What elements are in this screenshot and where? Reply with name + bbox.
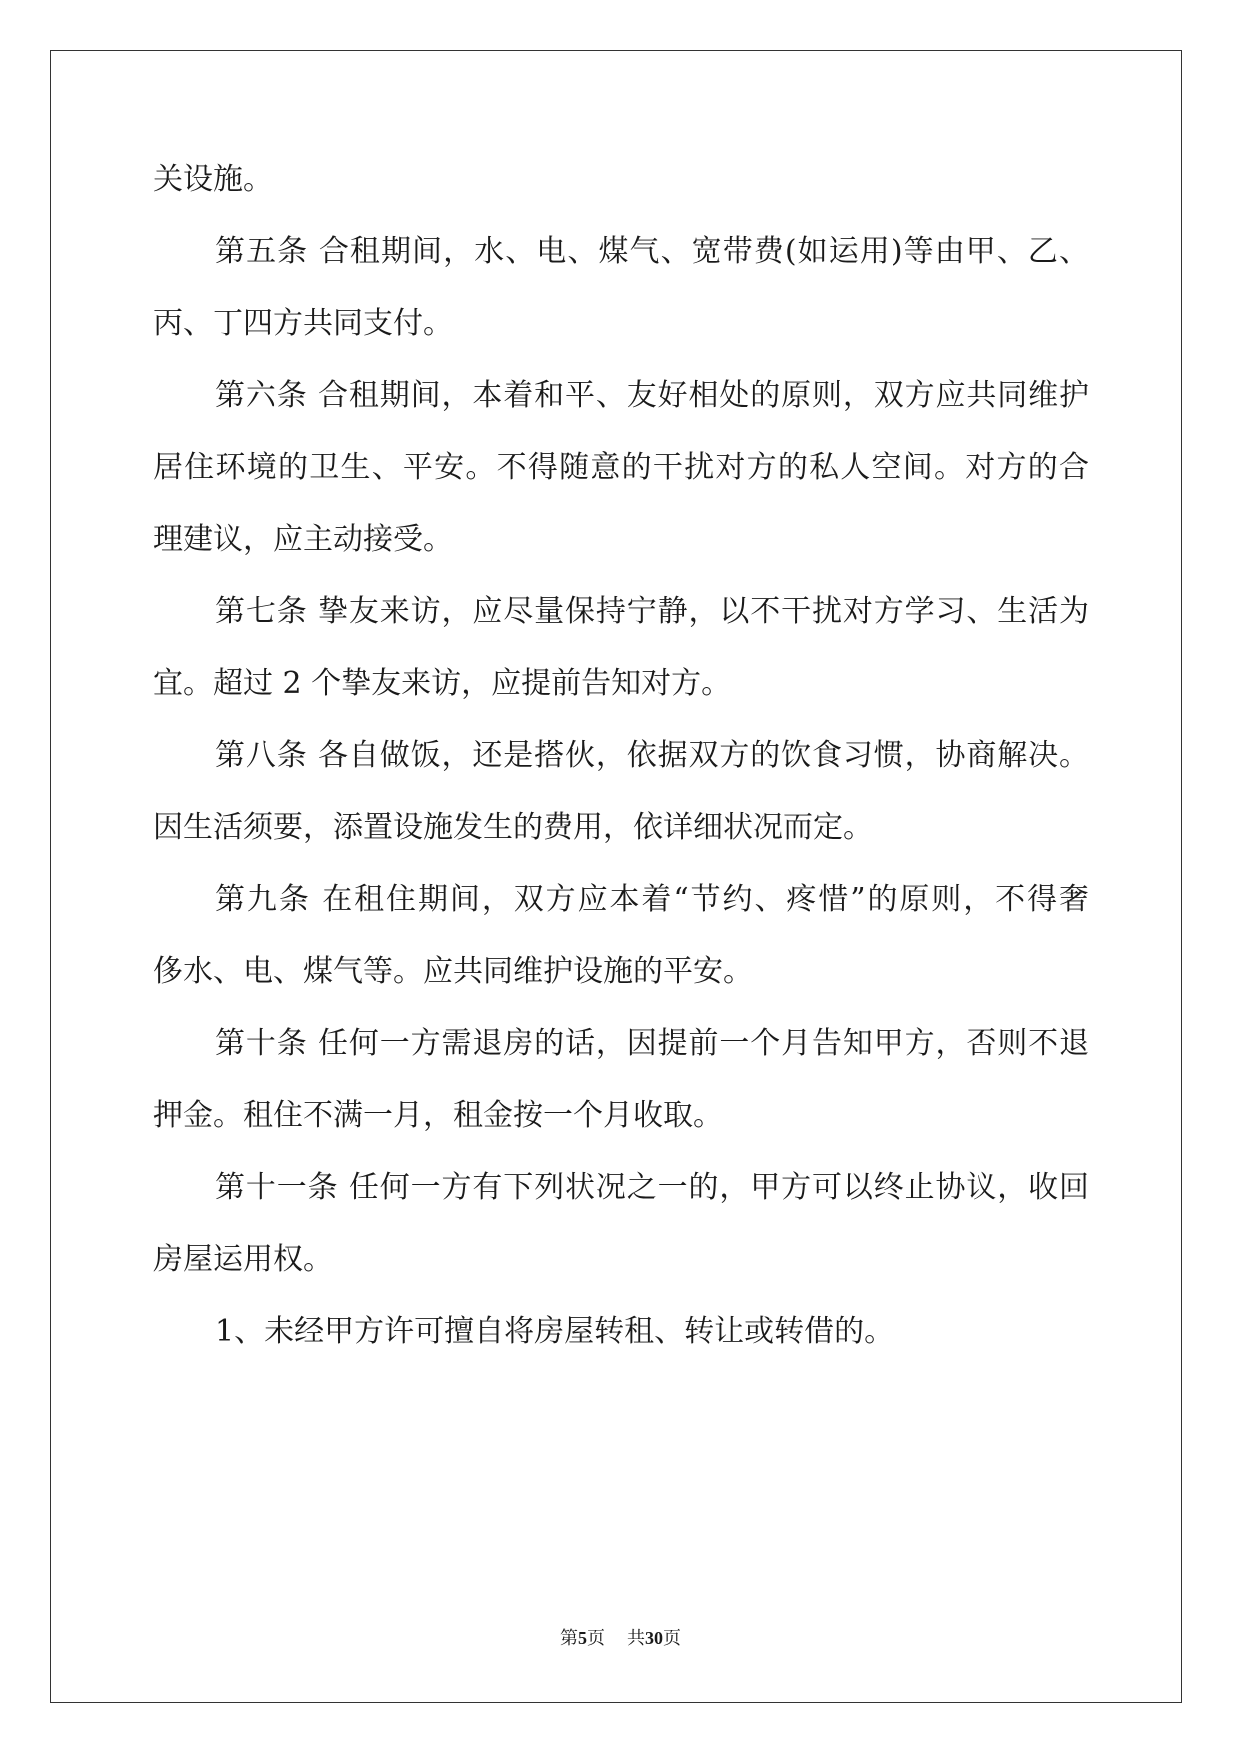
clause-9-line: 第九条 在租住期间，双方应本着“节约、疼惜”的原则，不得奢 bbox=[215, 882, 1089, 917]
text-line: 关设施。 bbox=[153, 162, 273, 197]
clause-10-line: 第十条 任何一方需退房的话，因提前一个月告知甲方，否则不退 bbox=[215, 1026, 1089, 1061]
text-line: 居住环境的卫生、平安。不得随意的干扰对方的私人空间。对方的合 bbox=[153, 450, 1089, 485]
clause-11-line: 第十一条 任何一方有下列状况之一的，甲方可以终止协议，收回 bbox=[215, 1170, 1089, 1205]
total-pages: 30 bbox=[645, 1628, 663, 1648]
total-suffix: 页 bbox=[663, 1628, 681, 1649]
page-suffix: 页 bbox=[587, 1628, 605, 1649]
page-number: 5 bbox=[578, 1628, 587, 1648]
text-line: 房屋运用权。 bbox=[153, 1242, 333, 1277]
page-footer bbox=[0, 1627, 1241, 1650]
clause-5-line: 第五条 合租期间，水、电、煤气、宽带费(如运用)等由甲、乙、 bbox=[215, 234, 1089, 269]
text-line: 宜。超过 2 个挚友来访，应提前告知对方。 bbox=[153, 666, 732, 701]
text-line: 押金。租住不满一月，租金按一个月收取。 bbox=[153, 1098, 723, 1133]
text-line: 丙、丁四方共同支付。 bbox=[153, 306, 453, 341]
clause-8-line: 第八条 各自做饭，还是搭伙，依据双方的饮食习惯，协商解决。 bbox=[215, 738, 1089, 773]
clause-6-line: 第六条 合租期间，本着和平、友好相处的原则，双方应共同维护 bbox=[215, 378, 1089, 413]
clause-7-line: 第七条 挚友来访，应尽量保持宁静，以不干扰对方学习、生活为 bbox=[215, 594, 1089, 629]
list-item-1: 1、未经甲方许可擅自将房屋转租、转让或转借的。 bbox=[215, 1314, 895, 1349]
page-prefix: 第 bbox=[560, 1628, 578, 1649]
text-line: 因生活须要，添置设施发生的费用，依详细状况而定。 bbox=[153, 810, 873, 845]
text-line: 理建议，应主动接受。 bbox=[153, 522, 453, 557]
page-border bbox=[50, 50, 1182, 1703]
text-line: 侈水、电、煤气等。应共同维护设施的平安。 bbox=[153, 954, 753, 989]
total-prefix: 共 bbox=[627, 1628, 645, 1649]
